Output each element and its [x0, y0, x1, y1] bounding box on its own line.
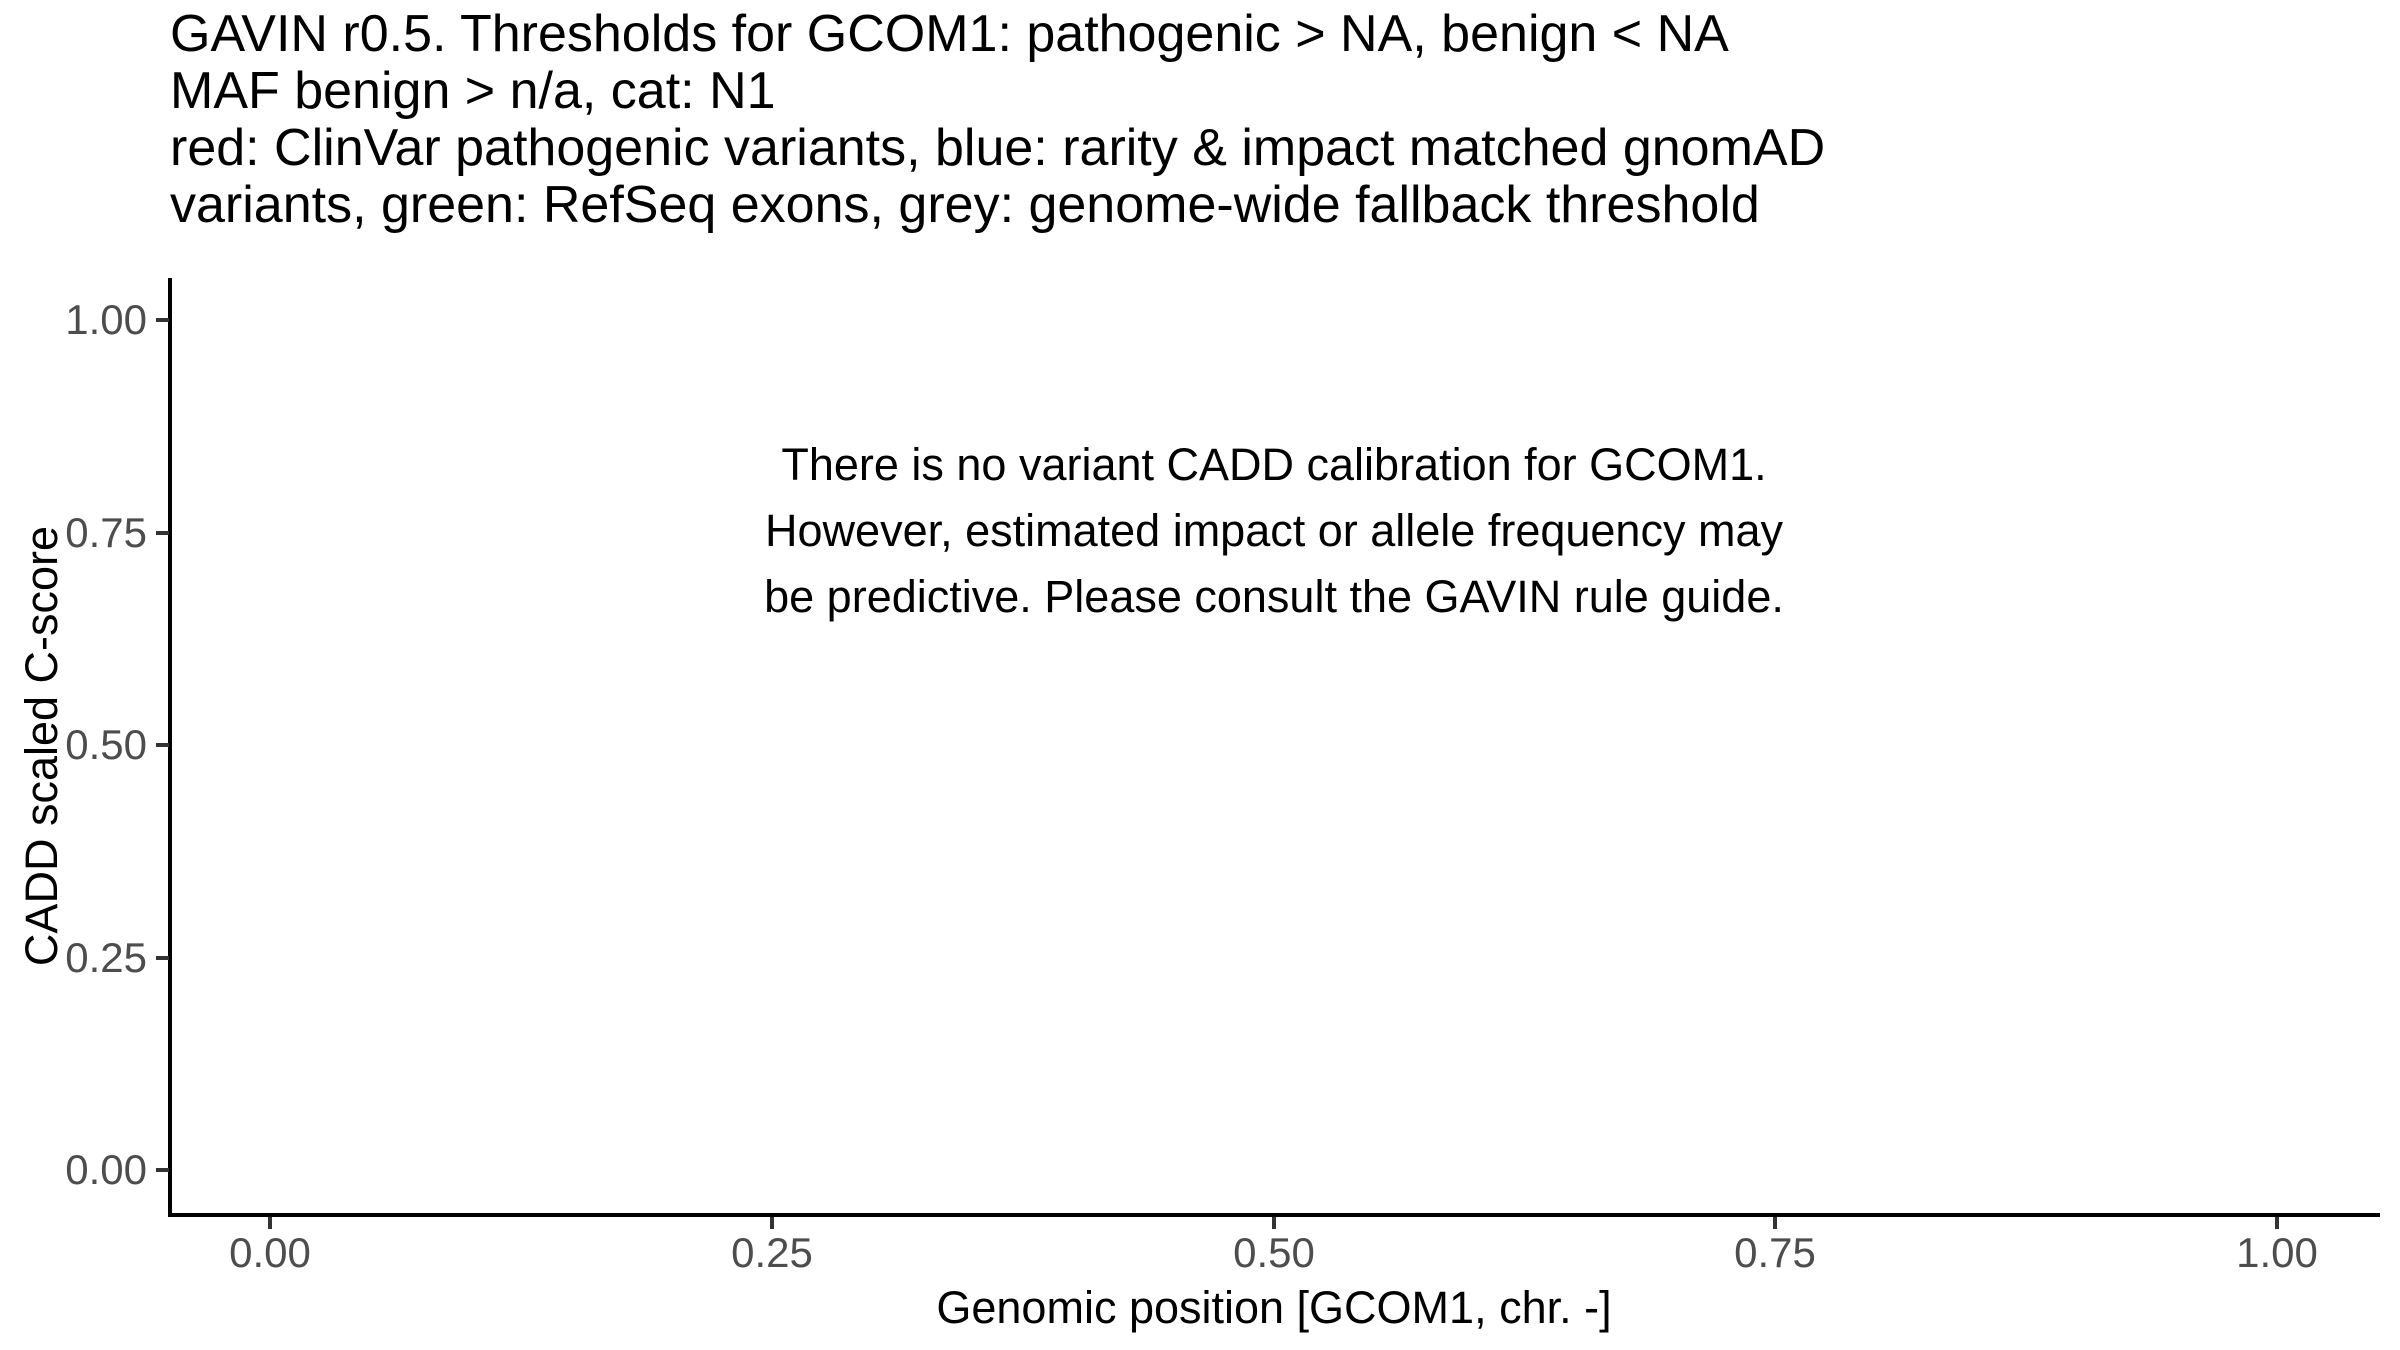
x-tick-label: 0.75 — [1734, 1229, 1816, 1276]
y-tick-mark — [156, 743, 169, 747]
y-axis-title: CADD scaled C-score — [16, 525, 67, 967]
plot-title-line-2: MAF benign > n/a, cat: N1 — [170, 62, 776, 120]
no-calibration-annotation — [674, 432, 1874, 630]
y-tick-label: 0.00 — [65, 1146, 147, 1193]
x-tick-mark — [268, 1217, 272, 1229]
annotation-line-3: be predictive. Please consult the GAVIN rule guide. — [764, 571, 1784, 622]
plot-title-line-4: variants, green: RefSeq exons, grey: genome-wide fallback threshold — [170, 176, 1760, 234]
y-tick-mark — [156, 1168, 169, 1172]
annotation-line-1: There is no variant CADD calibration for GCOM1. — [781, 439, 1767, 490]
plot-title-line-3: red: ClinVar pathogenic variants, blue: rarity & impact matched gnomAD — [170, 119, 1826, 177]
y-tick-label: 0.25 — [65, 934, 147, 981]
y-tick-label: 1.00 — [65, 296, 147, 343]
annotation-line-2: However, estimated impact or allele frequency may — [765, 505, 1783, 556]
x-tick-label: 0.50 — [1233, 1229, 1315, 1276]
x-tick-mark — [1773, 1217, 1777, 1229]
y-tick-mark — [156, 318, 169, 322]
y-tick-label: 0.75 — [65, 509, 147, 556]
y-tick-mark — [156, 531, 169, 535]
y-tick-mark — [156, 956, 169, 960]
y-tick-label: 0.50 — [65, 721, 147, 768]
x-tick-label: 1.00 — [2236, 1229, 2318, 1276]
x-tick-mark — [770, 1217, 774, 1229]
y-axis-line — [168, 278, 172, 1217]
x-tick-mark — [2275, 1217, 2279, 1229]
plot-title-line-1: GAVIN r0.5. Thresholds for GCOM1: pathogenic > NA, benign < NA — [170, 5, 1729, 63]
x-tick-label: 0.25 — [731, 1229, 813, 1276]
x-tick-mark — [1272, 1217, 1276, 1229]
x-tick-label: 0.00 — [229, 1229, 311, 1276]
plot-title — [170, 6, 1825, 234]
x-axis-title: Genomic position [GCOM1, chr. -] — [936, 1282, 1612, 1333]
